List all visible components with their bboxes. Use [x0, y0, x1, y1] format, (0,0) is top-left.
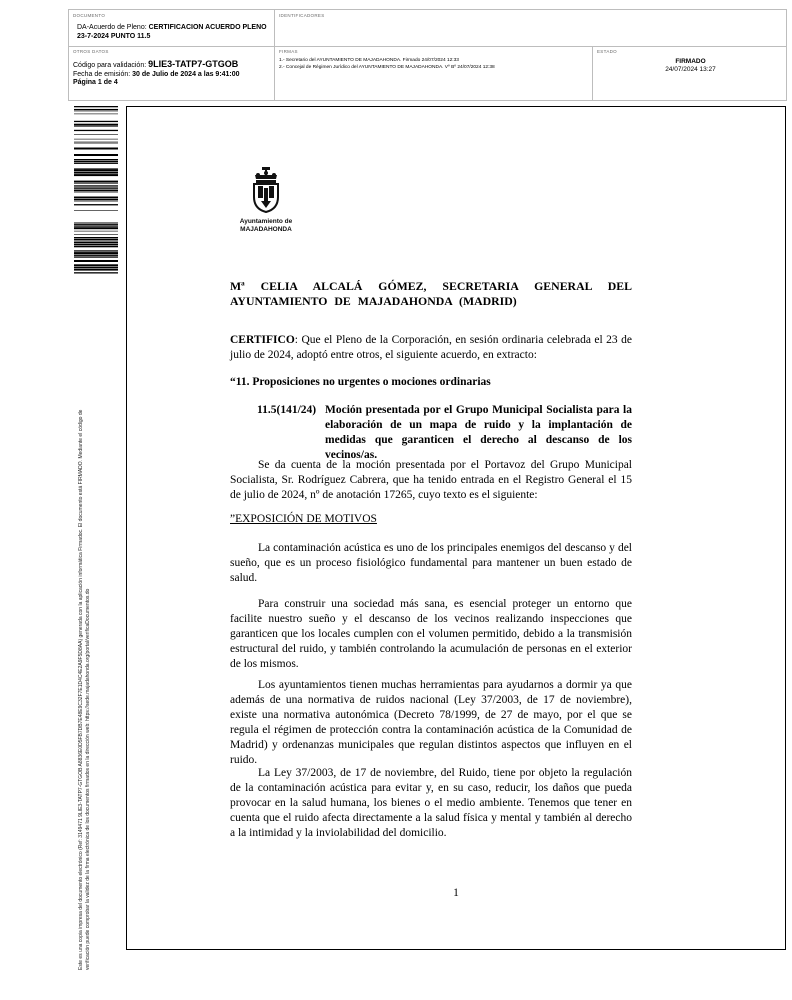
motion-number: 11.5(141/24) — [257, 404, 317, 416]
status-date: 24/07/2024 13:27 — [665, 66, 716, 73]
document-metadata-header — [68, 9, 787, 101]
estado-label: ESTADO — [597, 49, 617, 54]
firmas-label: FIRMAS — [279, 49, 298, 54]
documento-label: DOCUMENTO — [73, 13, 106, 18]
otros-datos-label: OTROS DATOS — [73, 49, 109, 54]
exposition-heading: ”EXPOSICIÓN DE MOTIVOS — [230, 513, 377, 525]
body-paragraph-4: La Ley 37/2003, de 17 de noviembre, del Ruido, tiene por objeto la regulación de la contaminación acústica para evitar y, en su caso, reducir, los daños que pueda provocar en la salud humana, los bienes o el medio ambiente. Tenemos que tener en cuenta que el ruido afecta directamente a la salud física y mental y también al derecho a la intimidad y la inviolabilidad del domicilio. — [230, 767, 632, 839]
otros-datos-cell — [69, 46, 275, 101]
certification-statement: CERTIFICO: Que el Pleno de la Corporación, en sesión ordinaria celebrada el 23 de julio de 2024, adoptó entre otros, el siguiente acuerdo, en extracto: — [230, 334, 632, 361]
estado-cell — [593, 46, 788, 101]
municipal-logo — [230, 167, 302, 233]
logo-text-line1: Ayuntamiento de — [239, 218, 293, 225]
motion-intro-paragraph: Se da cuenta de la moción presentada por el Portavoz del Grupo Municipal Socialista, Sr. Rodríguez Cabrera, que ha tenido entrada en el Registro General el 15 de julio de 2024, nº de anotación 17265, cuyo texto es el siguiente: — [230, 459, 632, 501]
page-number: 1 — [453, 887, 459, 899]
agenda-point-title: “11. Proposiciones no urgentes o mociones ordinarias — [230, 376, 491, 388]
body-paragraph-3: Los ayuntamientos tienen muchas herramientas para ayudarnos a dormir ya que además de una normativa de ruidos nacional (Ley 37/2003, de 17 de noviembre), existe una normativa autonómica (Decreto 78/1999, de 27 de mayo, por el que se regula el régimen de protección contra la contaminación acústica de la Comunidad de Madrid) y ordenanzas municipales que regulan distintos aspectos que influyen en el ruido. — [230, 679, 632, 766]
identificadores-cell — [275, 10, 788, 46]
coat-of-arms-icon — [249, 167, 283, 213]
firmas-cell — [275, 46, 593, 101]
emission-date: Fecha de emisión: 30 de Julio de 2024 a las 9:41:00 — [73, 70, 240, 78]
body-paragraph-1: La contaminación acústica es uno de los principales enemigos del descanso y del sueño, que es un proceso fisiológico fundamental para mantener un buen estado de salud. — [230, 542, 632, 584]
logo-text-line2: MAJADAHONDA — [240, 225, 292, 233]
body-paragraph-2: Para construir una sociedad más sana, es esencial proteger un entorno que facilite nuestro sueño y el descanso de los vecinos realizando inspecciones que garanticen que los locales cumplen con el volumen permitido, debido a la transmisión estructural del ruido, y también controlando la acumulación de personas en el exterior de los mismos. — [230, 598, 632, 670]
document-page — [126, 106, 786, 950]
identificadores-label: IDENTIFICADORES — [279, 13, 325, 18]
validation-code: Código para validación: 9LIE3-TATP7-GTGOB — [73, 59, 239, 69]
motion-title: Moción presentada por el Grupo Municipal Socialista para la elaboración de un mapa de ruido y la implantación de medidas que garanticen el derecho al descanso de los vecinos/as. — [325, 404, 632, 461]
signature-2: 2.- Concejal de Régimen Jurídico del AYUNTAMIENTO DE MAJADAHONDA. Vº Bº 24/07/2024 12:38 — [279, 65, 495, 70]
status-value: FIRMADO — [675, 58, 706, 65]
barcode-icon — [74, 106, 118, 276]
certifying-officer-heading: Mª CELIA ALCALÁ GÓMEZ, SECRETARIA GENERAL DEL AYUNTAMIENTO DE MAJADAHONDA (MADRID) — [230, 279, 632, 308]
document-title: DA-Acuerdo de Pleno: CERTIFICACION ACUERDO PLENO 23-7-2024 PUNTO 11.5 — [77, 24, 267, 40]
documento-cell — [69, 10, 275, 46]
page-count: Página 1 de 4 — [73, 79, 118, 86]
signature-1: 1.- Secretario del AYUNTAMIENTO DE MAJADAHONDA. Firmado 24/07/2024 12:33 — [279, 58, 459, 63]
verification-side-text: Este es una copia impresa del documento electrónico (Ref: 3149471 9LIE3-TATP7-GTGOB A8836E0D5FB7DB7E48E9C32F7E1D4C4E2A9F5D8AA) generada con la aplicación informática Firmadoc. El documento está FIRMADO. Mediante el código de verificación puede comprobar la validez de la firma electrónica de los documentos firmados en la dirección web: https://sede.majadahonda.org/portal/verificaDocumentos.do — [78, 409, 91, 970]
